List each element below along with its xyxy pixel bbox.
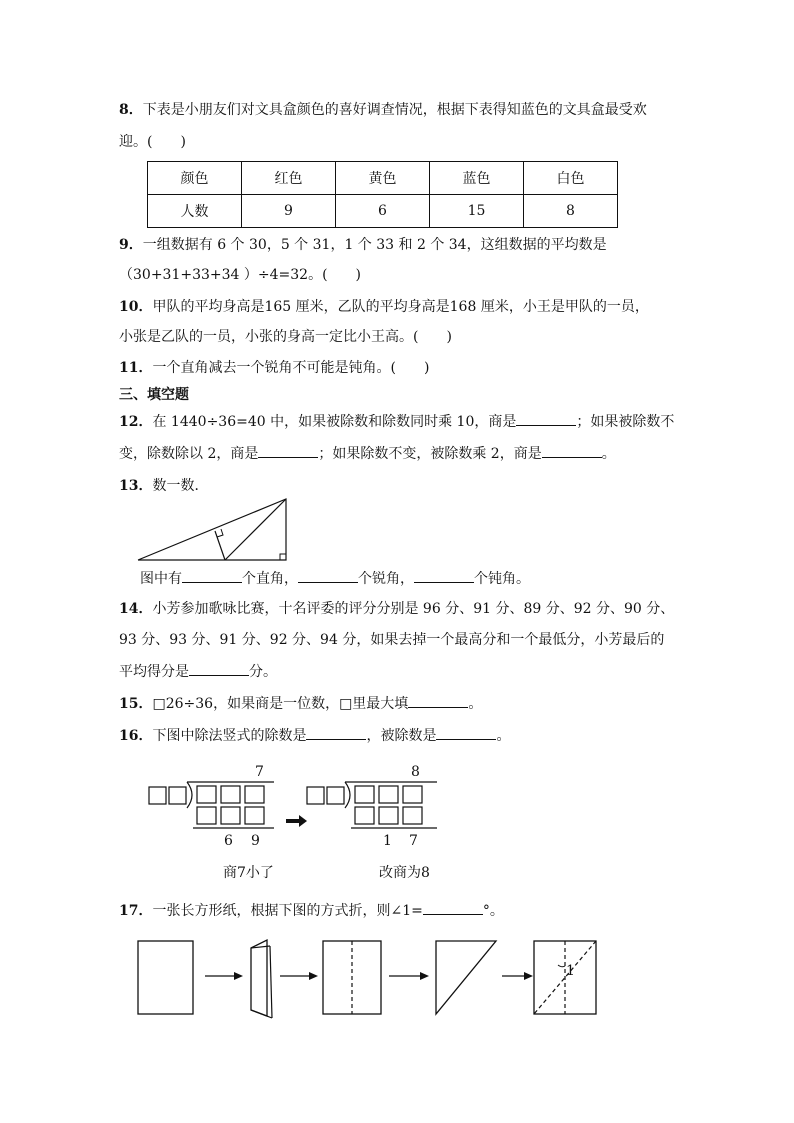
q11-line1 bbox=[119, 358, 429, 378]
right-remainder-2: 7 bbox=[409, 833, 418, 849]
q13-answer-line bbox=[140, 568, 530, 589]
triangle-figure bbox=[136, 497, 296, 567]
table-cell: 黄色 bbox=[336, 162, 430, 195]
q16-text3: 。 bbox=[496, 728, 511, 744]
q12-text4: ；如果除数不变，被除数乘 2，商是 bbox=[318, 446, 542, 462]
left-remainder-1: 6 bbox=[224, 833, 233, 849]
table-row bbox=[148, 162, 618, 195]
answer-blank[interactable] bbox=[182, 568, 242, 583]
table-cell: 人数 bbox=[148, 195, 242, 228]
q12-number: 12． bbox=[119, 414, 153, 430]
right-arrow-icon bbox=[286, 815, 307, 827]
q17-number: 17． bbox=[119, 903, 153, 919]
left-quotient: 7 bbox=[255, 764, 264, 780]
q12-text1: 在 1440÷36=40 中，如果被除数和除数同时乘 10，商是 bbox=[152, 414, 517, 430]
q11-text1: 一个直角减去一个锐角不可能是钝角。( ) bbox=[152, 360, 430, 376]
q13-text-b: 个直角， bbox=[242, 571, 298, 587]
q14-text3: 平均得分是 bbox=[119, 664, 189, 680]
arrow-icon bbox=[389, 972, 429, 980]
folding-diagram bbox=[137, 938, 607, 1018]
q13-text-d: 个钝角。 bbox=[474, 571, 530, 587]
q9-line1 bbox=[119, 235, 607, 255]
q10-line1 bbox=[119, 297, 649, 317]
answer-blank[interactable] bbox=[414, 568, 474, 583]
q11-number: 11． bbox=[119, 360, 153, 376]
q13-line1 bbox=[119, 476, 208, 496]
table-cell: 颜色 bbox=[148, 162, 242, 195]
q17-text2: °。 bbox=[482, 903, 504, 919]
answer-blank[interactable] bbox=[516, 411, 576, 426]
q14-line2: 93 分、93 分、91 分、92 分、94 分，如果去掉一个最高分和一个最低分，小芳最后的 bbox=[119, 632, 665, 648]
q16-line1 bbox=[119, 725, 510, 746]
arrow-icon bbox=[502, 972, 533, 980]
q16-text1: 下图中除法竖式的除数是 bbox=[152, 728, 307, 744]
answer-blank[interactable] bbox=[436, 725, 496, 740]
answer-blank[interactable] bbox=[423, 900, 483, 915]
answer-blank[interactable] bbox=[189, 661, 249, 676]
q8-line2: 迎。( ) bbox=[119, 134, 186, 150]
q14-number: 14． bbox=[119, 601, 153, 617]
q13-text-a: 图中有 bbox=[140, 571, 182, 587]
section-title: 三、填空题 bbox=[119, 387, 189, 403]
answer-blank[interactable] bbox=[298, 568, 358, 583]
q16-text2: ，被除数是 bbox=[366, 728, 437, 744]
q9-number: 9． bbox=[119, 237, 143, 253]
q15-line1 bbox=[119, 693, 482, 714]
survey-table bbox=[147, 161, 618, 228]
q14-text4: 分。 bbox=[249, 664, 277, 680]
q15-number: 15． bbox=[119, 696, 153, 712]
right-remainder-1: 1 bbox=[383, 833, 392, 849]
table-cell: 白色 bbox=[524, 162, 618, 195]
arrow-icon bbox=[205, 972, 243, 980]
table-cell: 8 bbox=[524, 195, 618, 228]
q10-line2: 小张是乙队的一员，小张的身高一定比小王高。( ) bbox=[119, 329, 452, 345]
q9-line2: （30+31+33+34 ）÷4=32。( ) bbox=[119, 267, 362, 283]
table-cell: 15 bbox=[430, 195, 524, 228]
q10-text1: 甲队的平均身高是165 厘米，乙队的平均身高是168 厘米，小王是甲队的一员， bbox=[152, 299, 649, 315]
q13-text-c: 个锐角， bbox=[358, 571, 414, 587]
q17-line1 bbox=[119, 900, 504, 921]
q9-text1: 一组数据有 6 个 30，5 个 31，1 个 33 和 2 个 34，这组数据的平均数是 bbox=[142, 237, 607, 253]
answer-blank[interactable] bbox=[258, 443, 318, 458]
table-cell: 6 bbox=[336, 195, 430, 228]
q8-text1: 下表是小朋友们对文具盒颜色的喜好调查情况，根据下表得知蓝色的文具盒最受欢 bbox=[142, 102, 647, 118]
division-diagram bbox=[147, 760, 457, 885]
q12-text5: 。 bbox=[601, 446, 616, 462]
q15-text2: 。 bbox=[468, 696, 483, 712]
left-remainder-2: 9 bbox=[251, 833, 260, 849]
left-caption: 商7小了 bbox=[223, 865, 274, 881]
q12-line1 bbox=[119, 411, 674, 432]
table-cell: 蓝色 bbox=[430, 162, 524, 195]
q12-line2 bbox=[119, 443, 616, 464]
arrow-icon bbox=[280, 972, 318, 980]
angle-1-label: 1 bbox=[566, 963, 575, 979]
answer-blank[interactable] bbox=[408, 693, 468, 708]
table-cell: 9 bbox=[242, 195, 336, 228]
q17-text1: 一张长方形纸，根据下图的方式折，则∠1= bbox=[152, 903, 423, 919]
q13-number: 13． bbox=[119, 478, 153, 494]
q12-text3: 变，除数除以 2，商是 bbox=[119, 446, 259, 462]
q15-text1: □26÷36，如果商是一位数，□里最大填 bbox=[152, 696, 409, 712]
q8-line1 bbox=[119, 100, 647, 120]
right-quotient: 8 bbox=[411, 764, 420, 780]
q14-line3 bbox=[119, 661, 277, 682]
q10-number: 10． bbox=[119, 299, 153, 315]
table-row bbox=[148, 195, 618, 228]
q14-line1 bbox=[119, 599, 674, 619]
q8-number: 8． bbox=[119, 102, 143, 118]
answer-blank[interactable] bbox=[306, 725, 366, 740]
right-caption: 改商为8 bbox=[379, 865, 430, 881]
q12-text2: ；如果被除数不 bbox=[576, 414, 675, 430]
table-cell: 红色 bbox=[242, 162, 336, 195]
q13-title: 数一数． bbox=[152, 478, 209, 494]
q14-text1: 小芳参加歌咏比赛，十名评委的评分分别是 96 分、91 分、89 分、92 分、90 分、 bbox=[152, 601, 675, 617]
answer-blank[interactable] bbox=[542, 443, 602, 458]
q16-number: 16． bbox=[119, 728, 153, 744]
